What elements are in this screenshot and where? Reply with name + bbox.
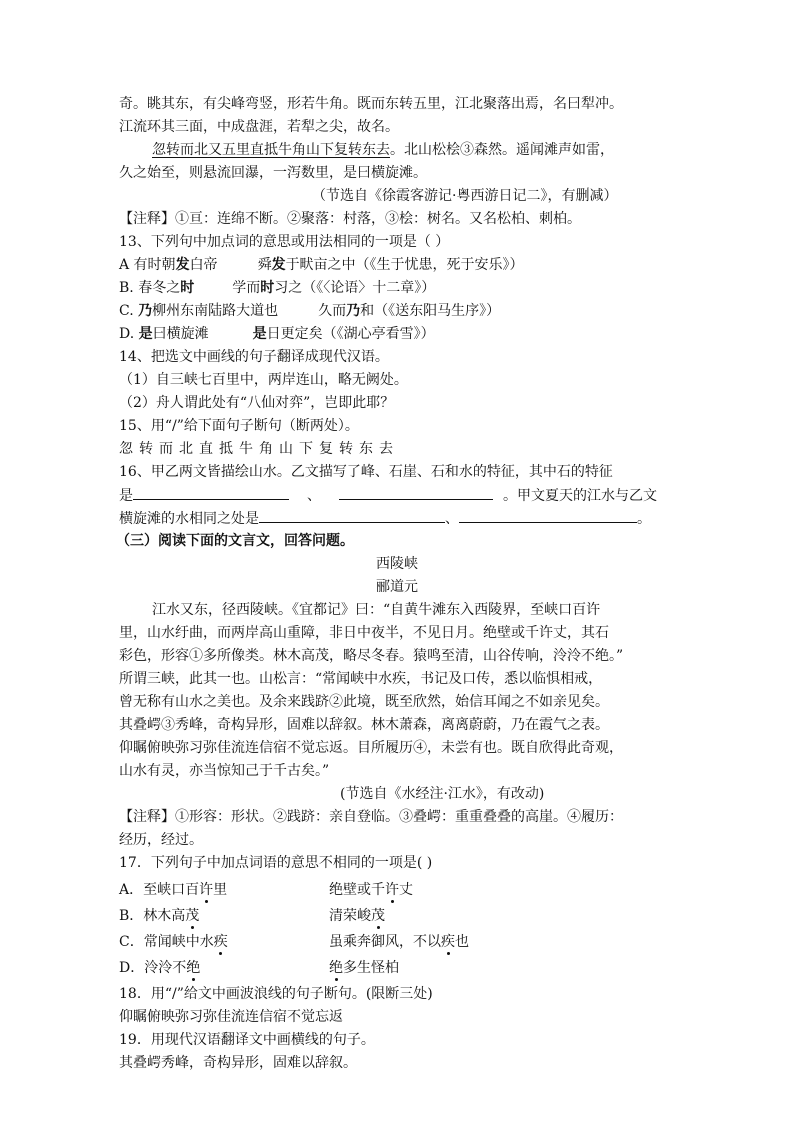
passage-line: 里，山水纡曲，而两岸高山重障，非日中夜半，不见日月。绝壁或千许丈，其石: [119, 625, 609, 641]
dotted-word: 疾: [213, 934, 228, 950]
q17-option-a: A．至峡口百许里: [119, 882, 228, 898]
answer-blank[interactable]: [133, 485, 289, 500]
question-18-stem: 18．用“/”给文中画波浪线的句子断句。(限断三处): [119, 986, 433, 1002]
passage-line: 彩色，形容①多所像类。林木高茂，略尽冬春。猿鸣至清，山谷传响，泠泠不绝。”: [119, 648, 624, 664]
q15-sentence: 忽转而北直抵牛角山下复转东去: [119, 441, 399, 457]
key-word: 发: [175, 257, 190, 273]
passage-line: 忽转而北又五里直抵牛角山下复转东去。北山松桧③森然。遥闻滩声如雷，: [152, 142, 614, 158]
answer-blank[interactable]: [459, 508, 637, 523]
dotted-word: 绝: [329, 960, 343, 976]
question-14-stem: 14、把选文中画线的句子翻译成现代汉语。: [119, 349, 389, 365]
passage-title: 西陵峡: [376, 556, 418, 572]
passage-line: 江水又东，径西陵峡。《宜都记》曰：“自黄牛滩东入西陵界，至峡口百许: [152, 602, 601, 618]
q14-sentence-2: （2）舟人谓此处有“八仙对弈”，岂即此耶？: [119, 395, 395, 411]
q19-sentence: 其叠崿秀峰，奇构异形，固难以辞叙。: [119, 1055, 357, 1071]
q17-option-b-compare: 清荣峻茂: [329, 908, 385, 924]
source-citation: (节选自《水经注·江水》，有改动): [340, 786, 545, 802]
key-word: 时: [260, 280, 275, 296]
q13-option-d: D. 是曰横旋滩 是日更定矣（《湖心亭看雪》）: [119, 326, 435, 342]
annotation-note: 【注释】①形容：形状。②践跻：亲自登临。③叠崿：重重叠叠的高崖。④履历：: [119, 809, 623, 825]
key-word: 是: [252, 326, 267, 342]
question-19-stem: 19．用现代汉语翻译文中画横线的句子。: [119, 1032, 375, 1048]
dotted-word: 疾: [441, 934, 455, 950]
q17-option-b: B．林木高茂: [119, 908, 200, 924]
key-word: 发: [271, 257, 286, 273]
q13-option-a: A 有时朝发白帝 舜发于畎亩之中（《生于忧患，死于安乐》）: [119, 257, 524, 273]
q17-option-c-compare: 虽乘奔御风，不以疾也: [329, 934, 469, 950]
q13-option-b: B. 春冬之时 学而时习之（《〈论语〉十二章》）: [119, 280, 436, 296]
q17-option-d-compare: 绝多生怪柏: [329, 960, 399, 976]
dotted-word: 茂: [185, 908, 200, 924]
passage-line: 曾无称有山水之美也。及余来践跻②此境，既至欣然，始信耳闻之不如亲见矣。: [119, 694, 609, 710]
answer-blank[interactable]: [259, 508, 445, 523]
q18-sentence: 仰瞩俯映弥习弥佳流连信宿不觉忘返: [119, 1009, 343, 1025]
section-heading: （三）阅读下面的文言文，回答问题。: [116, 533, 354, 549]
question-16-line: 横旋滩的水相同之处是 、 。: [119, 508, 651, 529]
passage-line: 其叠崿③秀峰，奇构异形，固难以辞叙。林木萧森，离离蔚蔚，乃在霞气之表。: [119, 717, 609, 733]
source-citation: （节选自《徐霞客游记·粤西游日记二》，有删减）: [312, 188, 618, 204]
question-16-line: 是 、 。甲文夏天的江水与乙文: [119, 485, 657, 506]
key-word: 是: [138, 326, 153, 342]
passage-author: 郦道元: [376, 579, 418, 595]
dotted-word: 许: [385, 882, 399, 898]
question-16-line: 16、甲乙两文皆描绘山水。乙文描写了峰、石崖、石和水的特征，其中石的特征: [119, 464, 613, 480]
q13-option-c: C. 乃柳州东南陆路大道也 久而乃和（《送东阳马生序》）: [119, 303, 501, 319]
underlined-sentence: 忽转而北又五里直抵牛角山下复转东去: [152, 142, 390, 158]
passage-line: 江流环其三面，中成盘涯，若犁之尖，故名。: [119, 119, 399, 135]
dotted-word: 茂: [371, 908, 385, 924]
passage-line: 所谓三峡，此其一也。山松言：“常闻峡中水疾，书记及口传，悉以临惧相戒，: [119, 671, 603, 687]
passage-line: 山水有灵，亦当惊知己于千古矣。”: [119, 763, 330, 779]
question-15-stem: 15、用“/”给下面句子断句（断两处）。: [119, 418, 359, 434]
answer-blank[interactable]: [339, 485, 493, 500]
annotation-note: 【注释】①亘：连绵不断。②聚落：村落，③桧：树名。又名松柏、刺柏。: [119, 211, 581, 227]
dotted-word: 绝: [186, 960, 201, 976]
key-word: 乃: [346, 303, 361, 319]
q17-option-d: D．泠泠不绝: [119, 960, 201, 976]
question-17-stem: 17．下列句子中加点词语的意思不相同的一项是( ): [119, 855, 433, 871]
annotation-note: 经历，经过。: [119, 832, 203, 848]
passage-line: 仰瞩俯映弥习弥佳流连信宿不觉忘返。目所履历④，未尝有也。既自欣得此奇观，: [119, 740, 623, 756]
key-word: 时: [180, 280, 195, 296]
q17-option-c: C．常闻峡中水疾: [119, 934, 228, 950]
q17-option-a-compare: 绝壁或千许丈: [329, 882, 413, 898]
passage-line: 奇。眺其东，有尖峰弯竖，形若牛角。既而东转五里，江北聚落出焉，名曰犁冲。: [119, 96, 623, 112]
q14-sentence-1: （1）自三峡七百里中，两岸连山，略无阙处。: [119, 372, 408, 388]
question-13-stem: 13、下列句中加点词的意思或用法相同的一项是（ ）: [119, 234, 450, 250]
dotted-word: 许: [199, 882, 214, 898]
passage-line: 久之始至，则悬流回瀑，一泻数里，是曰横旋滩。: [119, 165, 427, 181]
key-word: 乃: [138, 303, 153, 319]
